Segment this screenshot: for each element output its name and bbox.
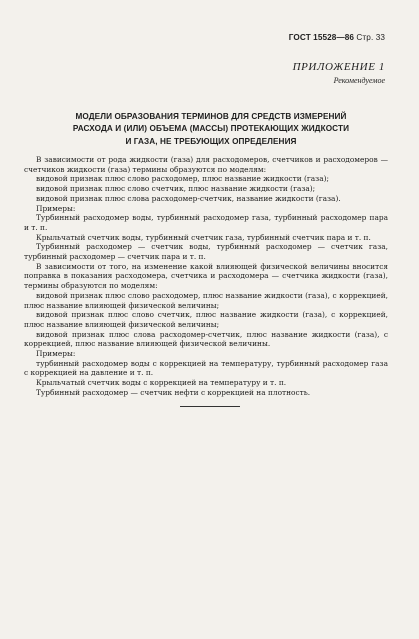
paragraph: видовой признак плюс слово счетчик, плюс название жидкости (газа), с коррекцией, плюс название влияющей физической величины; <box>24 310 388 329</box>
paragraph: видовой признак плюс слова расходомер-счетчик, плюс название жидкости (газа), с коррекцией, плюс название влияющей физической величины. <box>24 329 388 349</box>
paragraph: Крыльчатый счетчик воды, турбинный счетчик газа, турбинный счетчик пара и т. п. <box>36 232 371 242</box>
title-line: И ГАЗА, НЕ ТРЕБУЮЩИХ ОПРЕДЕЛЕНИЯ <box>125 136 297 146</box>
paragraph: Турбинный расходомер воды, турбинный расходомер газа, турбинный расходомер пара и т. п. <box>24 213 388 232</box>
paragraph: В зависимости от рода жидкости (газа) для расходомеров, счетчиков и расходомеров — счетчиков жидкости (газа) термины образуются по моделям: <box>24 155 388 174</box>
page-number: Стр. 33 <box>356 33 385 42</box>
title-line: РАСХОДА И (ИЛИ) ОБЪЕМА (МАССЫ) ПРОТЕКАЮЩИХ ЖИДКОСТИ <box>72 124 350 134</box>
appendix-subtitle: Рекомендуемое <box>333 76 385 85</box>
paragraph: видовой признак плюс слово расходомер, плюс название жидкости (газа), с коррекцией, плюс название влияющей физической величины; <box>24 290 388 310</box>
paragraph: Примеры: <box>36 203 76 213</box>
body-text <box>24 155 388 398</box>
paragraph: Турбинный расходомер — счетчик нефти с коррекцией на плотность. <box>36 387 311 397</box>
paragraph: видовой признак плюс слово счетчик, плюс название жидкости (газа); <box>36 184 316 194</box>
paragraph: Примеры: <box>36 349 76 359</box>
paragraph: Крыльчатый счетчик воды с коррекцией на температуру и т. п. <box>36 378 287 388</box>
title-line: МОДЕЛИ ОБРАЗОВАНИЯ ТЕРМИНОВ ДЛЯ СРЕДСТВ ИЗМЕРЕНИЙ <box>75 112 347 121</box>
paragraph: видовой признак плюс слова расходомер-счетчик, название жидкости (газа). <box>36 193 341 203</box>
appendix-block <box>293 61 385 85</box>
appendix-title: ПРИЛОЖЕНИЕ 1 <box>292 61 385 73</box>
paragraph: В зависимости от того, на изменение какой влияющей физической величины вносится поправка в показания расходомера, счетчика и расходомера — счетчика жидкости (газа), термины образуются по моделям: <box>24 261 388 291</box>
page-header <box>289 33 385 42</box>
paragraph: турбинный расходомер воды с коррекцией на температуру, турбинный расходомер газа с коррекцией на давление и т. п. <box>24 358 388 378</box>
end-divider <box>180 406 240 407</box>
paragraph: видовой признак плюс слово расходомер, плюс название жидкости (газа); <box>36 174 329 184</box>
paragraph: Турбинный расходомер — счетчик воды, турбинный расходомер — счетчик газа, турбинный расходомер — счетчик пара и т. п. <box>24 242 388 262</box>
standard-number: ГОСТ 15528—86 <box>288 33 355 42</box>
section-title <box>36 111 386 148</box>
